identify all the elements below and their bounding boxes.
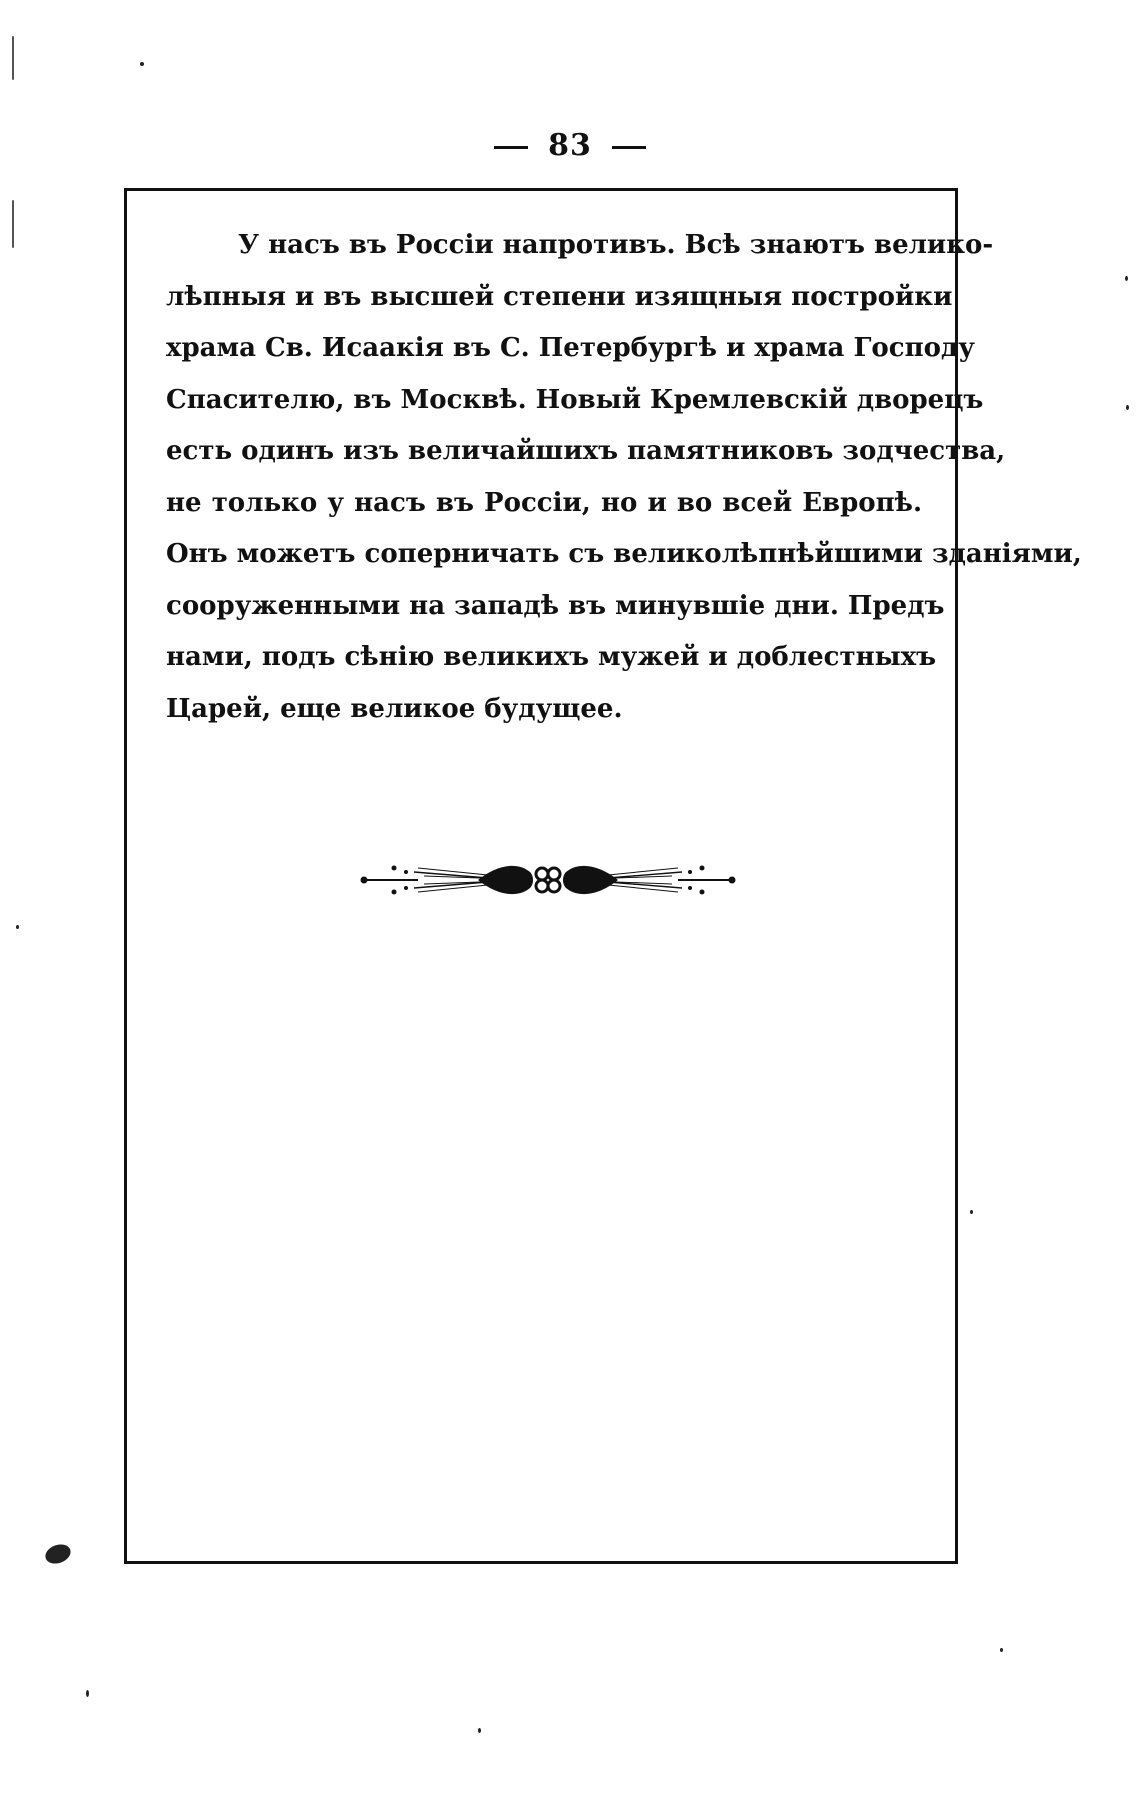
scan-speck xyxy=(16,925,19,929)
scan-speck xyxy=(140,62,144,66)
text-line-6: не только у насъ въ Россіи, но и во всей Европѣ. xyxy=(166,487,922,518)
scan-speck xyxy=(1126,405,1129,410)
text-line-1: У насъ въ Россіи напротивъ. Всѣ знаютъ велико- xyxy=(238,230,994,260)
scan-speck xyxy=(1000,1648,1003,1652)
text-line-8: сооруженными на западѣ въ минувшіе дни. Предъ xyxy=(166,590,945,621)
scan-speck xyxy=(970,1210,973,1214)
scan-speck xyxy=(478,1728,481,1733)
decorative-ornament xyxy=(358,858,738,902)
text-line-3: храма Св. Исаакія въ С. Петербургѣ и храма Господу xyxy=(166,333,975,363)
text-line-9: нами, подъ сѣнію великихъ мужей и доблестныхъ xyxy=(166,642,937,672)
text-line-5: есть одинъ изъ величайшихъ памятниковъ зодчества, xyxy=(166,436,1006,466)
scan-speck xyxy=(86,1690,89,1697)
page-number-text: 83 xyxy=(548,128,592,163)
left-dash xyxy=(494,146,528,149)
scan-mark xyxy=(12,36,14,80)
scan-speck xyxy=(1125,276,1128,281)
page-number xyxy=(0,128,1140,163)
paragraph xyxy=(166,220,1082,735)
text-line-7: Онъ можетъ соперничать съ великолѣпнѣйшими зданіями, xyxy=(166,539,1082,569)
right-dash xyxy=(612,146,646,149)
text-line-2: лѣпныя и въ высшей степени изящныя постройки xyxy=(166,281,953,312)
ink-blot xyxy=(43,1541,74,1567)
text-line-4: Спасителю, въ Москвѣ. Новый Кремлевскій дворецъ xyxy=(166,384,984,415)
text-line-10: Царей, еще великое будущее. xyxy=(166,693,623,724)
scan-mark xyxy=(12,200,14,248)
